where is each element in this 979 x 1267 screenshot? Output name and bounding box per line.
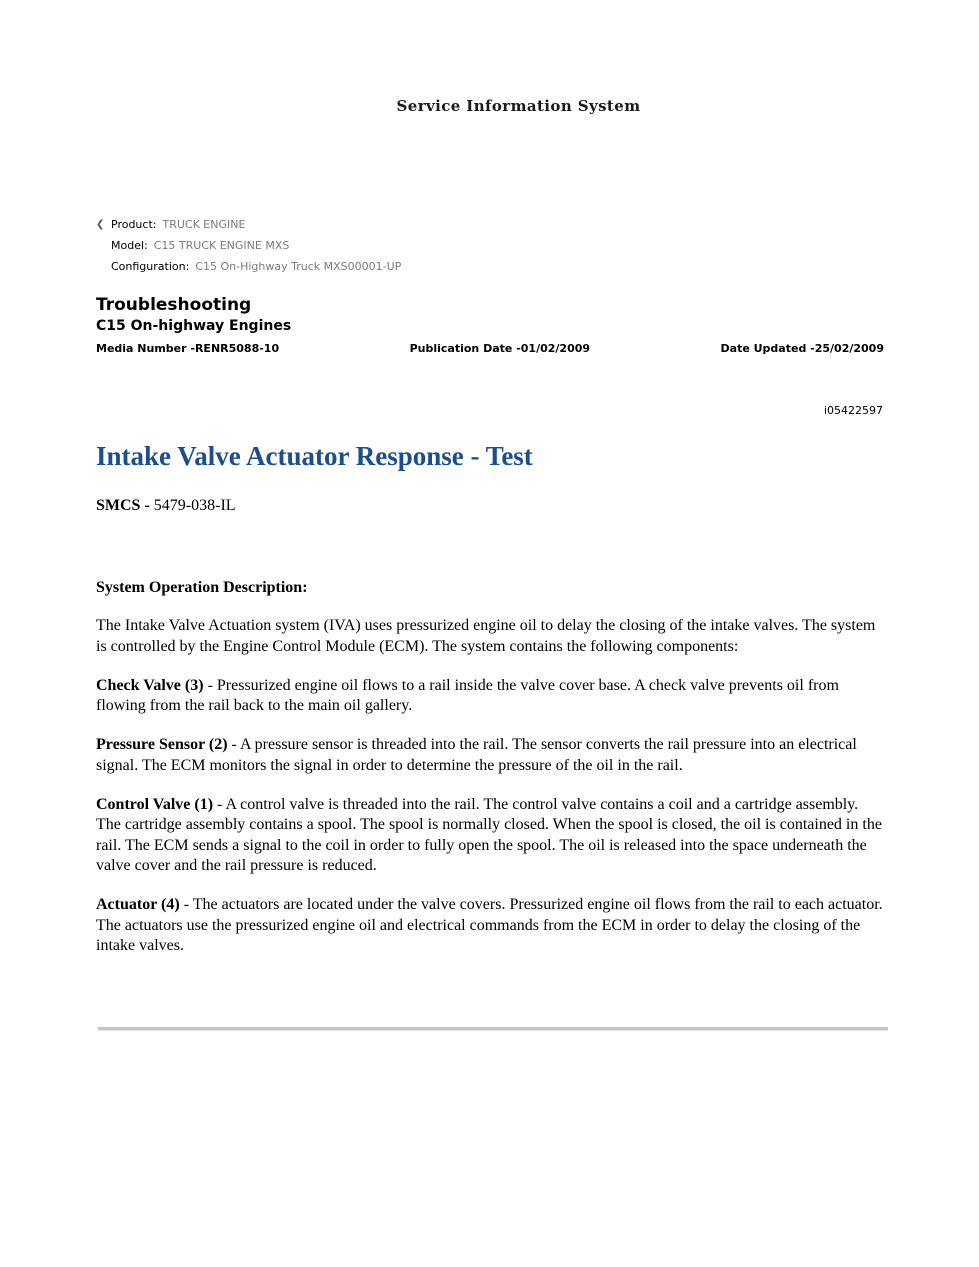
component-text: - A control valve is threaded into the rail. The control valve contains a coil and a cartridge assembly. The cartridge assembly contains a spool. The spool is normally closed. When the spool is closed, the oil is contained in the rail. The ECM sends a signal to the coil in order to fully open the spool. The oil is released into the space underneath the valve cover and the rail pressure is reduced. xyxy=(96,795,882,874)
section-heading: System Operation Description: xyxy=(96,579,308,596)
smcs-label: SMCS - xyxy=(96,497,154,514)
component-text: - Pressurized engine oil flows to a rail inside the valve cover base. A check valve prevents oil from flowing from the rail back to the main oil gallery. xyxy=(96,676,839,714)
chevron-left-icon[interactable]: ❮ xyxy=(96,219,105,230)
divider xyxy=(98,1027,888,1031)
document-meta xyxy=(96,342,884,355)
component-term: Actuator (4) xyxy=(96,896,180,913)
product-label: Product: xyxy=(111,218,157,231)
component-term: Pressure Sensor (2) xyxy=(96,736,228,753)
component-text: - A pressure sensor is threaded into the rail. The sensor converts the rail pressure into an electrical signal. The ECM monitors the signal in order to determine the pressure of the oil in the rail. xyxy=(96,736,857,774)
component-term: Control Valve (1) xyxy=(96,795,214,813)
breadcrumb-product xyxy=(96,214,401,235)
component-control-valve xyxy=(96,795,886,877)
smcs-value: 5479-038-IL xyxy=(153,497,236,514)
configuration-value[interactable]: C15 On-Highway Truck MXS00001-UP xyxy=(195,260,402,273)
document-type: Troubleshooting xyxy=(96,295,252,315)
publication-date: Publication Date -01/02/2009 xyxy=(409,342,591,355)
smcs-code xyxy=(96,497,236,515)
intro-paragraph: The Intake Valve Actuation system (IVA) uses pressurized engine oil to delay the closing of the intake valves. The system is controlled by the Engine Control Module (ECM). The system contains the following components: xyxy=(96,617,876,655)
configuration-label: Configuration: xyxy=(111,260,190,273)
breadcrumb xyxy=(96,214,401,277)
document-id: i05422597 xyxy=(823,404,883,417)
component-text: - The actuators are located under the valve covers. Pressurized engine oil flows from the rail to each actuator. The actuators use the pressurized engine oil and electrical commands from the ECM in order to delay the closing of the intake valves. xyxy=(96,896,883,954)
component-pressure-sensor xyxy=(96,735,886,776)
model-value[interactable]: C15 TRUCK ENGINE MXS xyxy=(153,239,290,252)
breadcrumb-model xyxy=(96,235,401,256)
product-value[interactable]: TRUCK ENGINE xyxy=(162,218,246,231)
component-term: Check Valve (3) xyxy=(96,676,204,694)
site-banner: Service Information System xyxy=(396,97,641,115)
breadcrumb-configuration xyxy=(96,256,401,277)
component-actuator xyxy=(96,895,886,957)
media-number: Media Number -RENR5088-10 xyxy=(96,342,280,355)
model-label: Model: xyxy=(111,239,148,252)
document-body xyxy=(96,578,886,975)
date-updated: Date Updated -25/02/2009 xyxy=(720,342,884,355)
component-check-valve xyxy=(96,676,886,717)
page-title: Intake Valve Actuator Response - Test xyxy=(96,441,533,471)
document-header xyxy=(96,294,884,355)
document-subtitle: C15 On-highway Engines xyxy=(96,318,292,334)
